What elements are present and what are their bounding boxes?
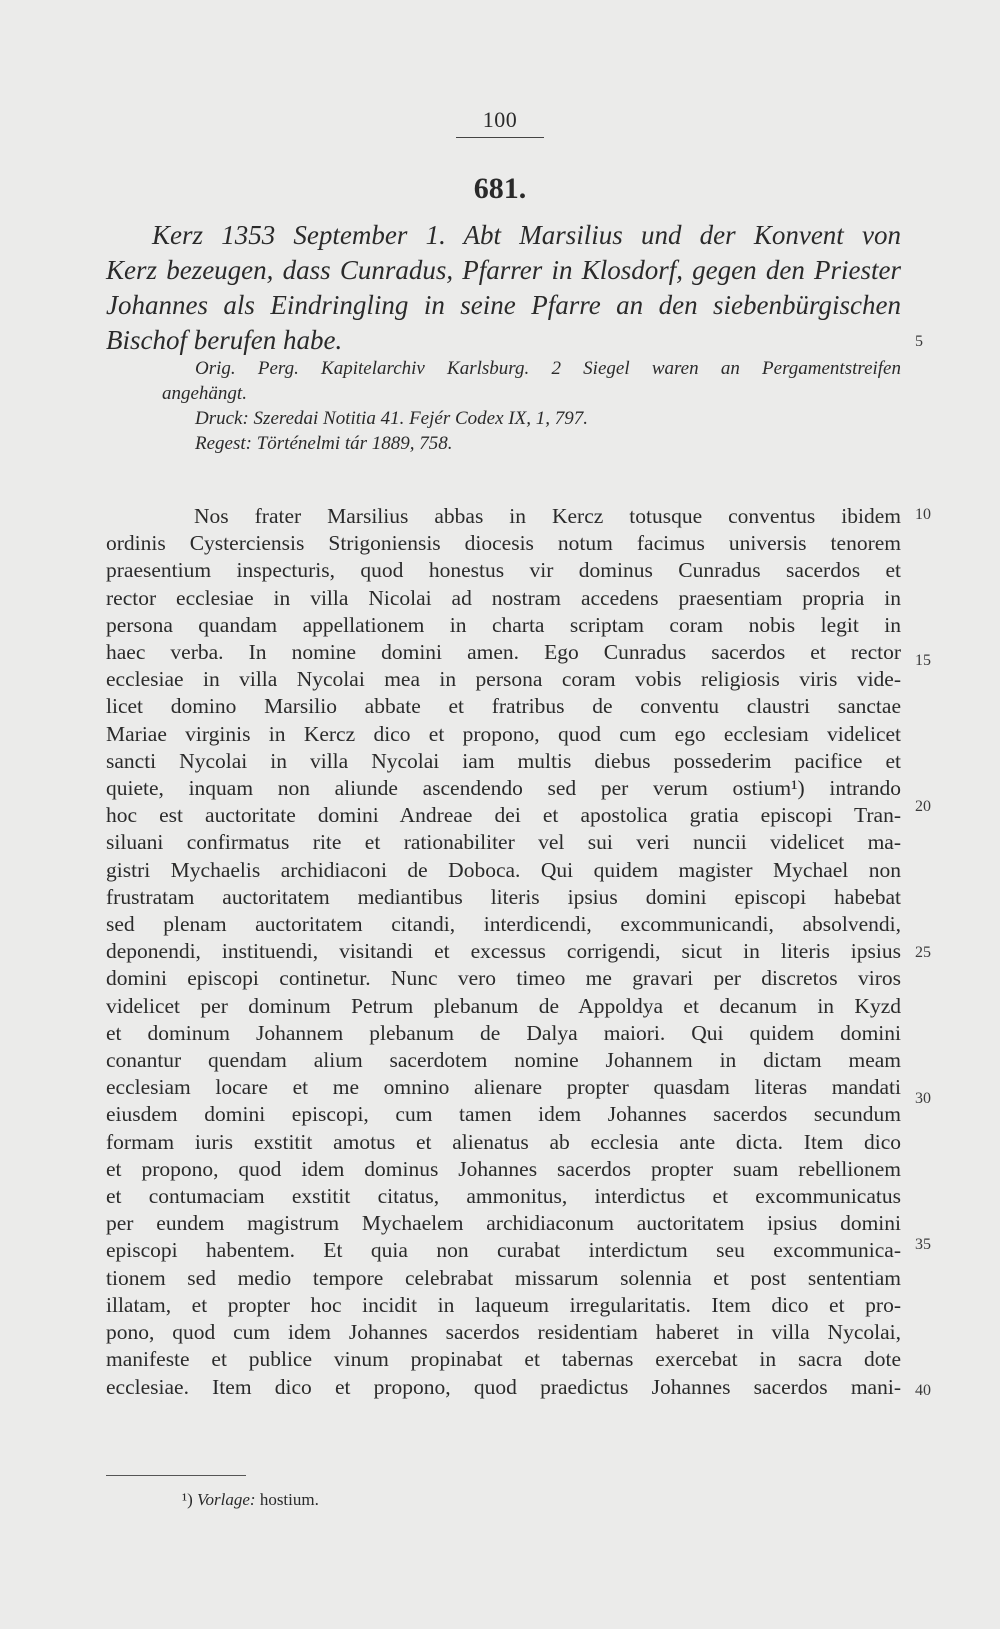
body-line: gistri Mychaelis archidiaconi de Doboca. Qui quidem magister Mychael non — [106, 857, 901, 882]
body-line: quiete, inquam non aliunde ascendendo sed per verum ostium¹) intrando — [106, 776, 901, 801]
body-line: siluani confirmatus rite et rationabiliter vel sui veri nuncii videlicet ma- — [106, 830, 901, 855]
body-line: haec verba. In nomine domini amen. Ego Cunradus sacerdos et rector — [106, 640, 901, 665]
body-line: eiusdem domini episcopi, cum tamen idem Johannes sacerdos secundum — [106, 1102, 901, 1127]
summary-line: Bischof berufen habe. — [106, 325, 343, 355]
body-line: conantur quendam alium sacerdotem nomine Johannem in dictam meam — [106, 1048, 901, 1073]
margin-line-number: 20 — [915, 798, 931, 815]
body-line: ordinis Cysterciensis Strigoniensis diocesis notum facimus universis tenorem — [106, 531, 901, 556]
body-line: manifeste et publice vinum propinabat et tabernas exercebat in sacra dote — [106, 1347, 901, 1372]
body-line: sancti Nycolai in villa Nycolai iam multis diebus possederim pacifice et — [106, 748, 901, 773]
body-line: hoc est auctoritate domini Andreae dei et apostolica gratia episcopi Tran- — [106, 803, 901, 828]
body-line: praesentium inspecturis, quod honestus vir dominus Cunradus sacerdos et — [106, 558, 901, 583]
footnote-text: hostium. — [259, 1490, 319, 1509]
body-line: per eundem magistrum Mychaelem archidiaconum auctoritatem ipsius domini — [106, 1211, 901, 1236]
body-line: rector ecclesiae in villa Nicolai ad nostram accedens praesentiam propria in — [106, 585, 901, 610]
margin-line-number: 15 — [915, 652, 931, 669]
body-line: et propono, quod idem dominus Johannes sacerdos propter suam rebellionem — [106, 1156, 901, 1181]
margin-line-number: 10 — [915, 506, 931, 523]
source-notes — [106, 356, 901, 456]
footnote-marker: ¹) — [182, 1490, 193, 1509]
page-number-rule — [456, 137, 544, 138]
body-line: licet domino Marsilio abbate et fratribus de conventu claustri sanctae — [106, 694, 901, 719]
summary-line: Kerz 1353 September 1. Abt Marsilius und der Konvent von — [152, 220, 901, 250]
body-line: ecclesiae in villa Nycolai mea in persona coram vobis religiosis viris vide- — [106, 667, 901, 692]
body-line: Nos frater Marsilius abbas in Kercz totusque conventus ibidem — [194, 504, 901, 528]
body-line: tionem sed medio tempore celebrabat missarum solennia et post sententiam — [106, 1265, 901, 1290]
orig-note-line: angehängt. — [162, 383, 247, 404]
margin-line-number: 5 — [915, 333, 923, 350]
margin-line-number: 35 — [915, 1236, 931, 1253]
footnote — [182, 1490, 319, 1510]
body-line: pono, quod cum idem Johannes sacerdos residentiam haberet in villa Nycolai, — [106, 1320, 901, 1345]
body-line: ecclesiam locare et me omnino alienare propter quasdam literas mandati — [106, 1075, 901, 1100]
footnote-rule — [106, 1475, 246, 1476]
regest-note: Regest: Történelmi tár 1889, 758. — [195, 433, 453, 454]
body-line: domini episcopi continetur. Nunc vero timeo me gravari per discretos viros — [106, 966, 901, 991]
body-line: Mariae virginis in Kercz dico et propono, quod cum ego ecclesiam videlicet — [106, 721, 901, 746]
document-body — [106, 503, 901, 1401]
body-line: formam iuris exstitit amotus et alienatus ab ecclesia ante dicta. Item dico — [106, 1129, 901, 1154]
body-line: episcopi habentem. Et quia non curabat interdictum seu excommunica- — [106, 1238, 901, 1263]
body-line: ecclesiae. Item dico et propono, quod praedictus Johannes sacerdos mani- — [106, 1374, 901, 1399]
orig-note-line: Orig. Perg. Kapitelarchiv Karlsburg. 2 Siegel waren an Pergamentstreifen — [195, 358, 901, 379]
druck-note: Druck: Szeredai Notitia 41. Fejér Codex IX, 1, 797. — [195, 408, 588, 429]
body-line: frustratam auctoritatem mediantibus literis ipsius domini episcopi habebat — [106, 884, 901, 909]
body-line: et dominum Johannem plebanum de Dalya maiori. Qui quidem domini — [106, 1020, 901, 1045]
margin-line-number: 25 — [915, 944, 931, 961]
page-number: 100 — [482, 107, 518, 132]
summary-line: Johannes als Eindringling in seine Pfarre an den siebenbürgischen — [106, 290, 901, 320]
body-line: illatam, et propter hoc incidit in laqueum irregularitatis. Item dico et pro- — [106, 1292, 901, 1317]
body-line: videlicet per dominum Petrum plebanum de Appoldya et decanum in Kyzd — [106, 993, 901, 1018]
margin-line-number: 40 — [915, 1382, 931, 1399]
body-line: persona quandam appellationem in charta scriptam coram nobis legit in — [106, 612, 901, 637]
footnote-label: Vorlage: — [197, 1490, 256, 1509]
summary-line: Kerz bezeugen, dass Cunradus, Pfarrer in Klosdorf, gegen den Priester — [106, 255, 901, 285]
body-line: et contumaciam exstitit citatus, ammonitus, interdictus et excommunicatus — [106, 1184, 901, 1209]
body-line: sed plenam auctoritatem citandi, interdicendi, excommunicandi, absolvendi, — [106, 912, 901, 937]
body-line: deponendi, instituendi, visitandi et excessus corrigendi, sicut in literis ipsius — [106, 939, 901, 964]
margin-line-number: 30 — [915, 1090, 931, 1107]
document-number: 681. — [473, 172, 527, 205]
document-summary — [106, 218, 901, 358]
